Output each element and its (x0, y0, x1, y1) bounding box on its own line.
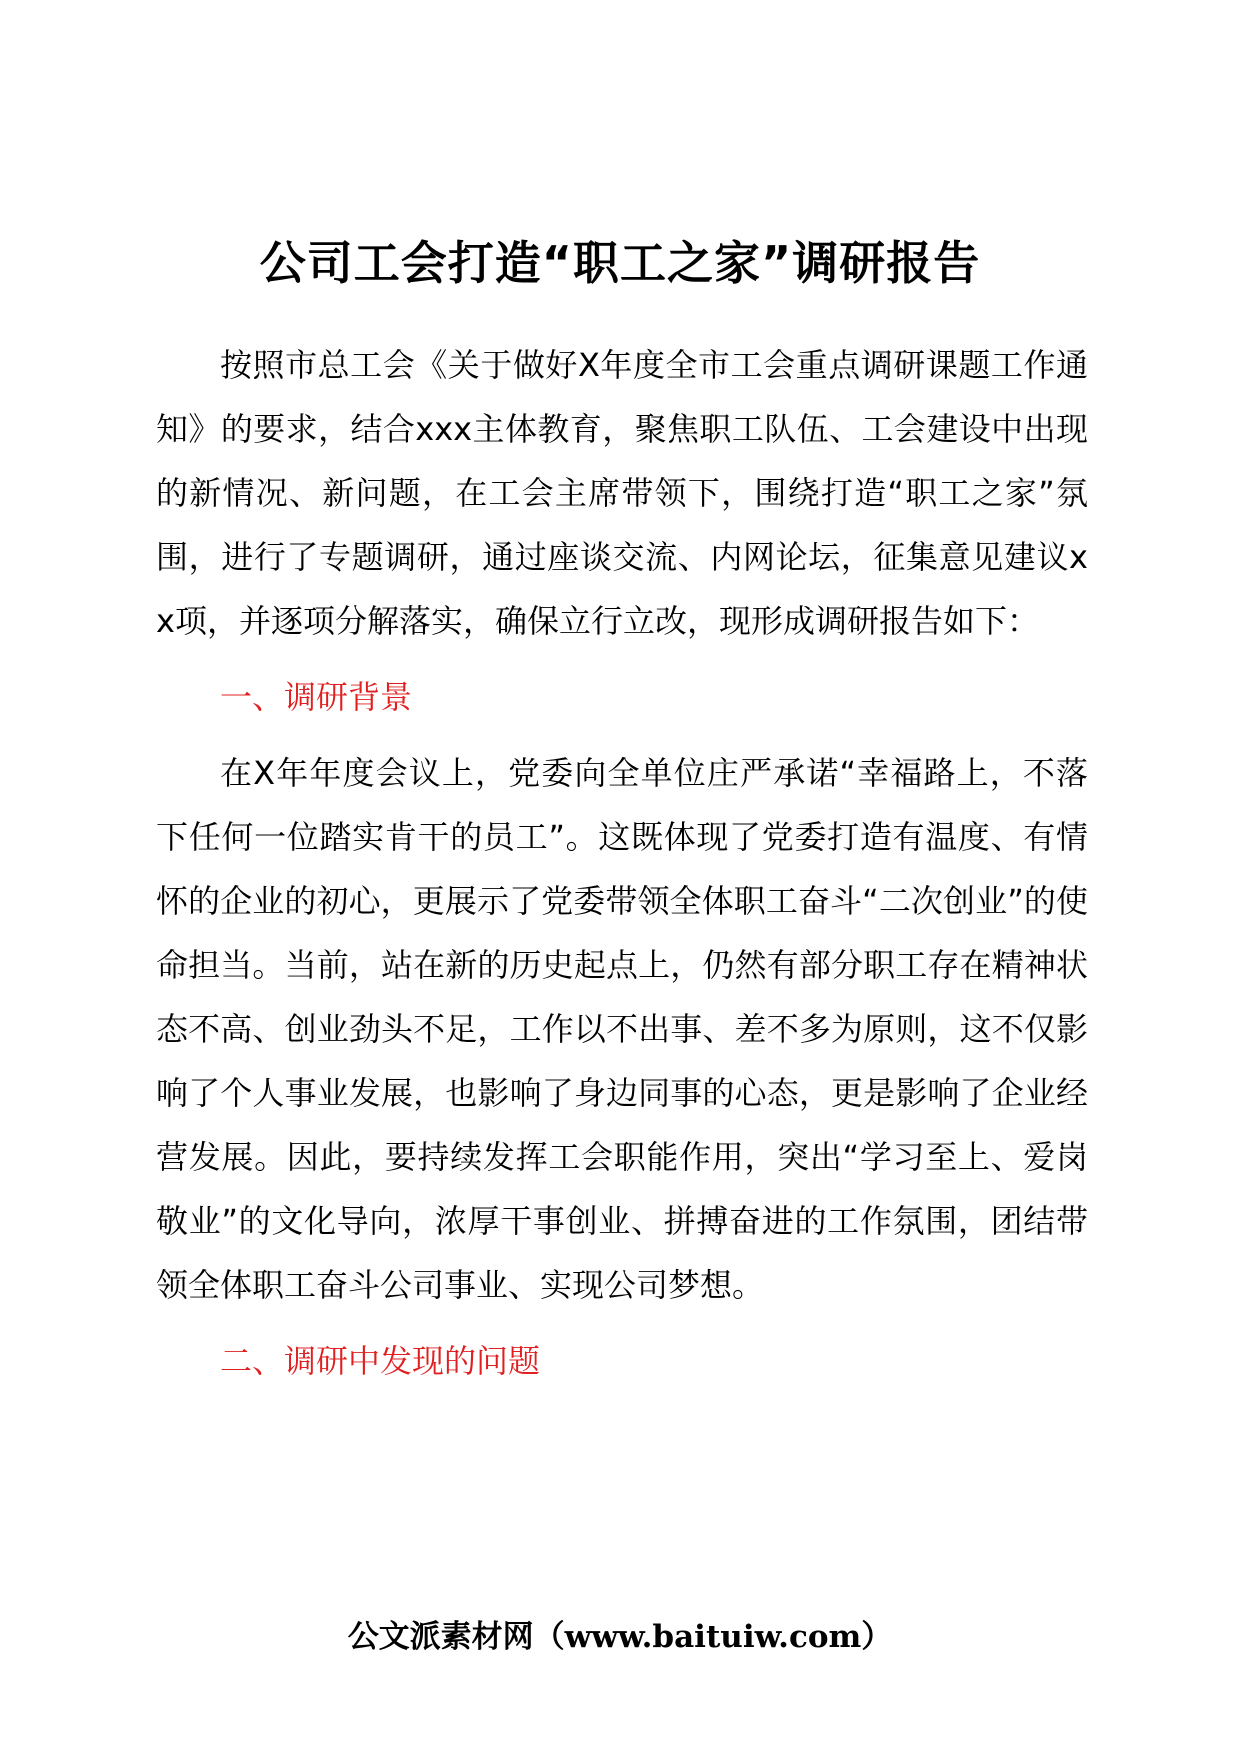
document-title: 公司工会打造“职工之家”调研报告 (259, 236, 981, 290)
section-heading-problems: 二、调研中发现的问题 (220, 1342, 541, 1380)
intro-paragraph: 按照市总工会《关于做好X年度全市工会重点调研课题工作通知》的要求，结合xxx主体教育，聚焦职工队伍、工会建设中出现的新情况、新问题，在工会主席带领下，围绕打造“职工之家”氛围，进行了专题调研，通过座谈交流、内网论坛，征集意见建议xx项，并逐项分解落实，确保立行立改，现形成调研报告如下： (156, 346, 1088, 640)
section-heading-background: 一、调研背景 (220, 678, 413, 716)
background-paragraph: 在X年年度会议上，党委向全单位庄严承诺“幸福路上，不落下任何一位踏实肯干的员工”。这既体现了党委打造有温度、有情怀的企业的初心，更展示了党委带领全体职工奋斗“二次创业”的使命担当。当前，站在新的历史起点上，仍然有部分职工存在精神状态不高、创业劲头不足，工作以不出事、差不多为原则，这不仅影响了个人事业发展，也影响了身边同事的心态，更是影响了企业经营发展。因此，要持续发挥工会职能作用，突出“学习至上、爱岗敬业”的文化导向，浓厚干事创业、拼搏奋进的工作氛围，团结带领全体职工奋斗公司事业、实现公司梦想。 (156, 754, 1088, 1304)
document-body (156, 333, 1088, 1405)
footer-watermark: 公文派素材网（www.baituiw.com） (347, 1619, 893, 1655)
